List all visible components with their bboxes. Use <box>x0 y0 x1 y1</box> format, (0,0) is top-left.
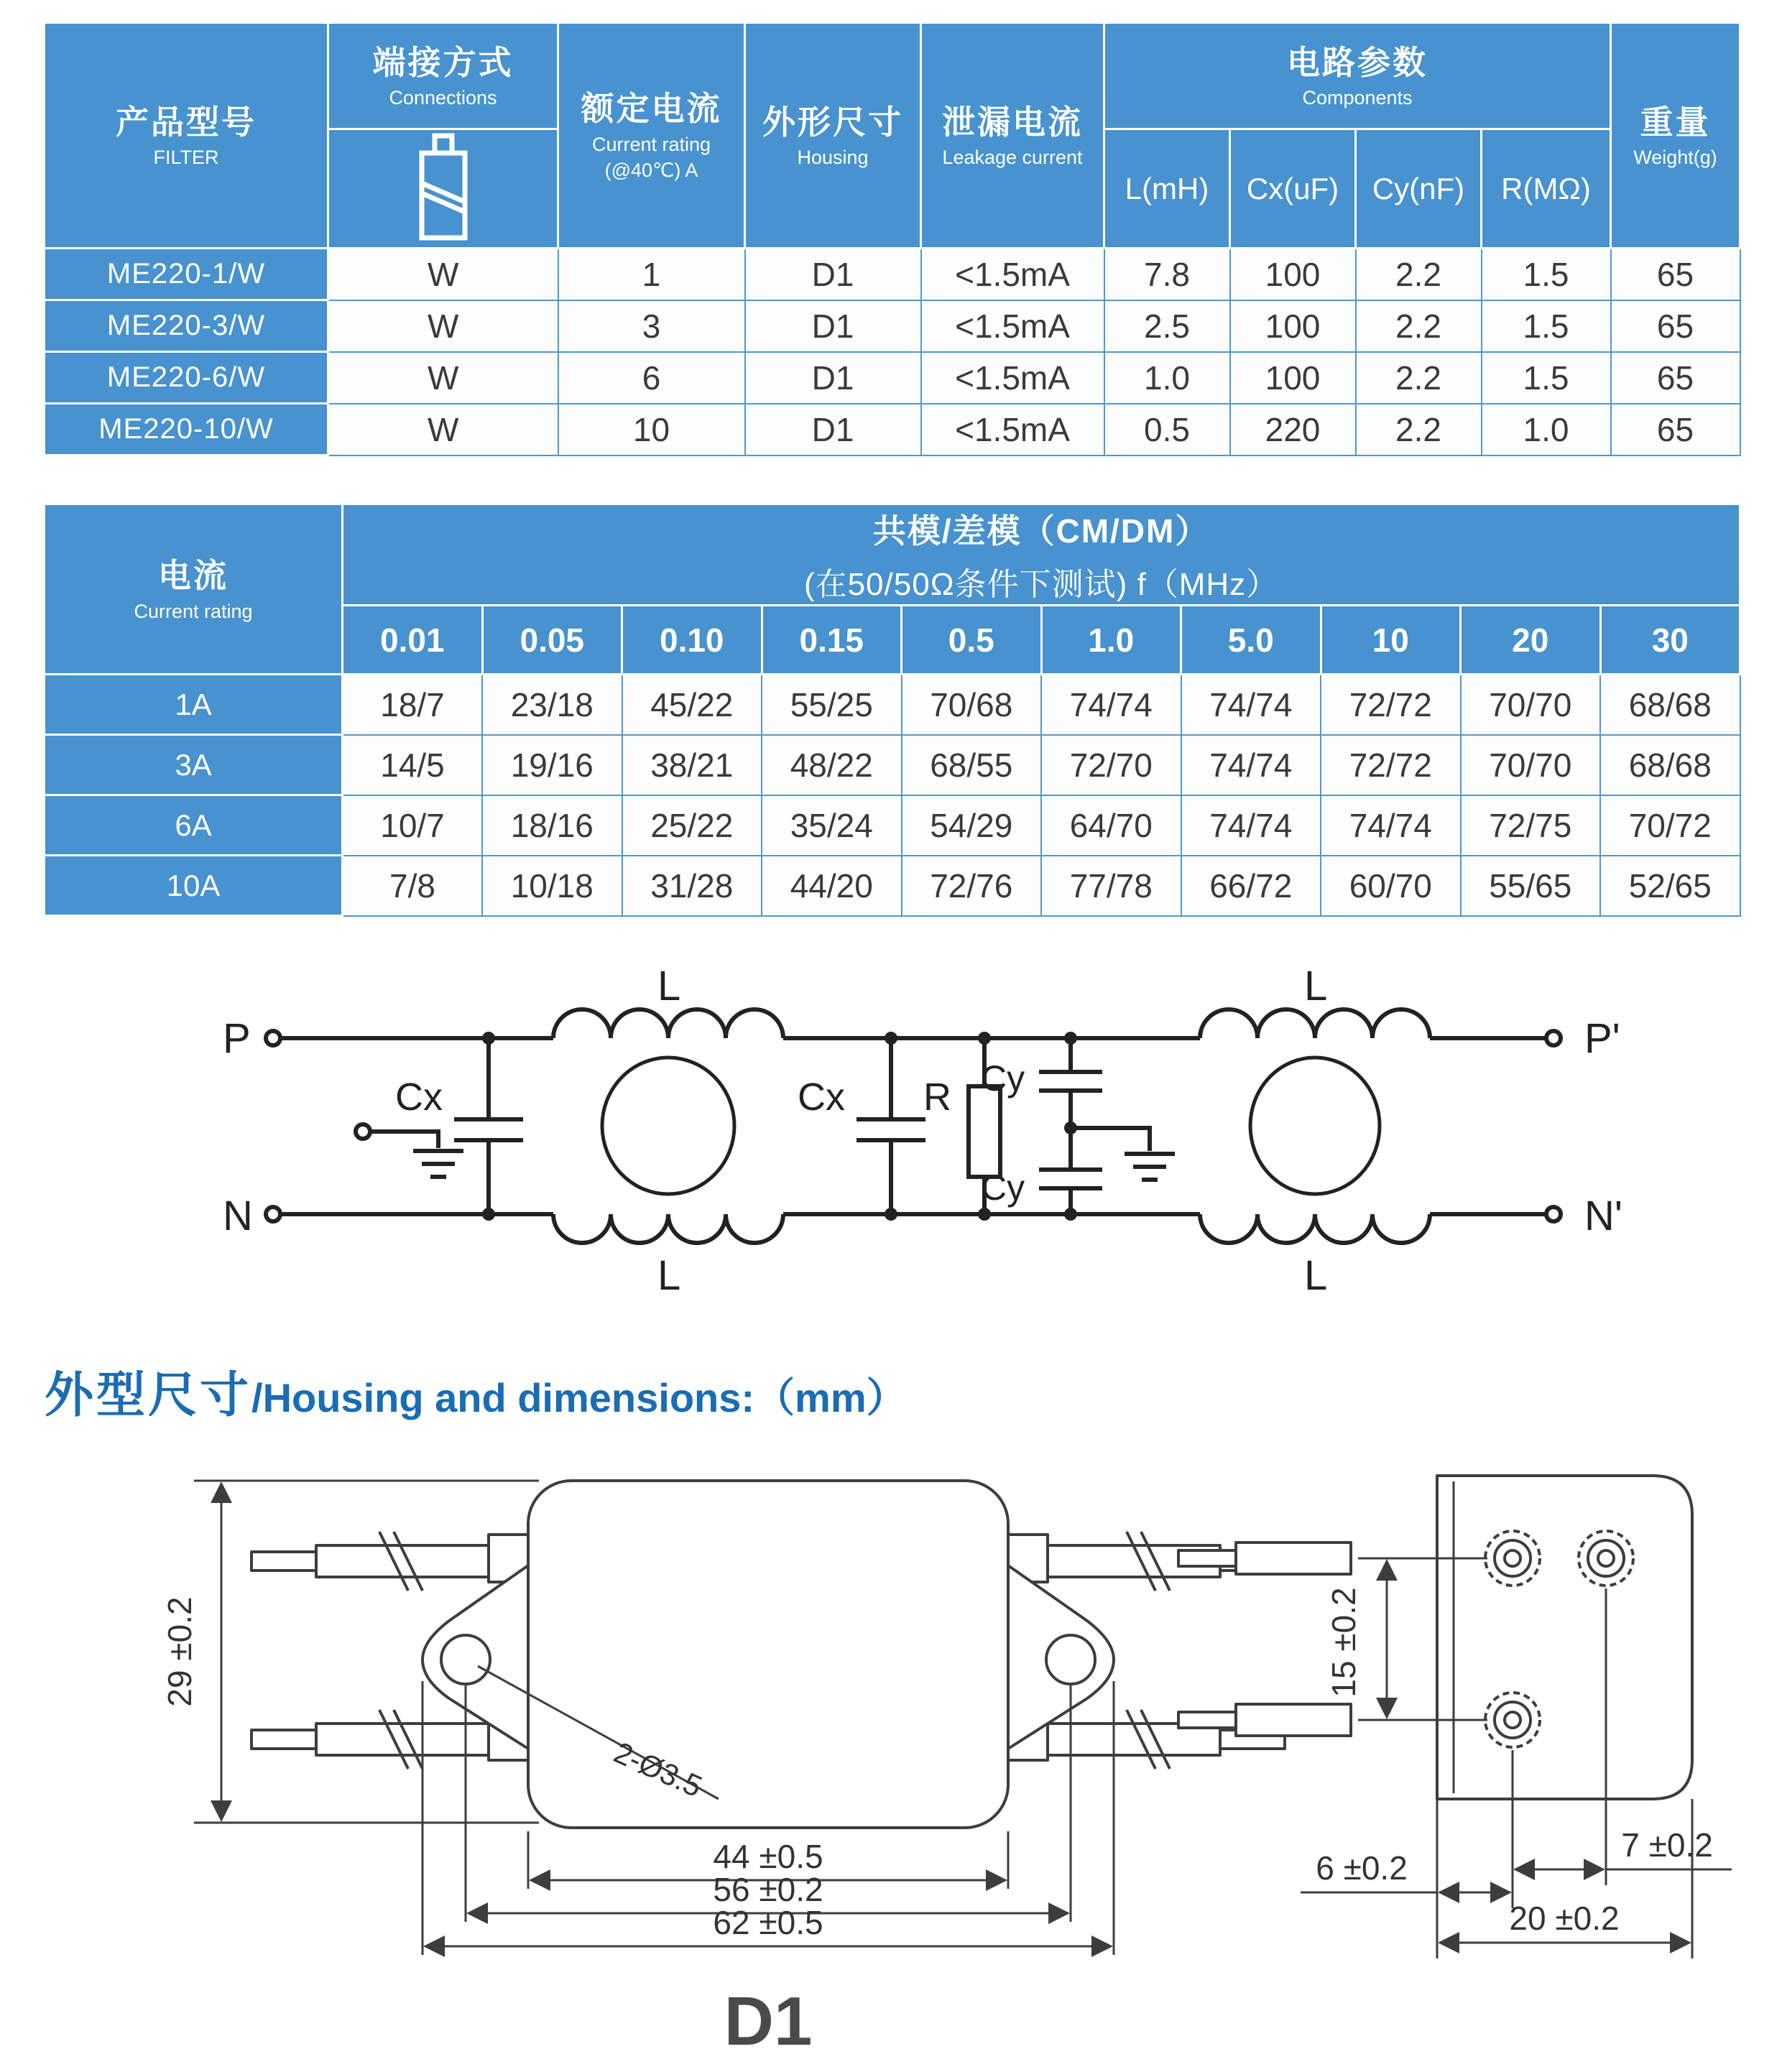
col-header-housing-zh: 外形尺寸 <box>762 103 903 141</box>
l-cell: 1.0 <box>1104 352 1230 404</box>
r-cell: 1.5 <box>1482 300 1611 352</box>
loss-row-label: 6A <box>45 795 343 856</box>
col-header-connections-en: Connections <box>389 87 497 109</box>
sub-header-cx: Cx(uF) <box>1230 129 1356 249</box>
connection-cell: W <box>328 249 558 300</box>
loss-value: 77/78 <box>1041 856 1181 916</box>
weight-cell: 65 <box>1611 249 1740 300</box>
spec-table <box>43 22 1741 456</box>
loss-value: 18/16 <box>482 795 622 856</box>
sub-header-r: R(MΩ) <box>1482 129 1611 249</box>
housing-cell: D1 <box>745 300 921 352</box>
r-cell: 1.5 <box>1482 352 1611 404</box>
p-terminal <box>266 1031 280 1045</box>
r-label: R <box>923 1076 951 1119</box>
sub-header-l: L(mH) <box>1104 129 1230 249</box>
loss-value: 68/68 <box>1600 735 1740 795</box>
loss-value: 74/74 <box>1181 795 1321 856</box>
col-header-weight-en: Weight(g) <box>1633 147 1717 169</box>
table-row <box>45 300 1740 352</box>
loss-value: 48/22 <box>762 735 902 795</box>
col-header-current-rating-zh: 额定电流 <box>581 90 722 128</box>
col-header-weight <box>1611 23 1740 249</box>
dim-overall-width: 62 ±0.5 <box>713 1904 823 1941</box>
cy-cell: 2.2 <box>1356 404 1482 455</box>
l-label: L <box>1304 1252 1328 1299</box>
loss-value: 72/72 <box>1321 735 1461 795</box>
cy-label: Cy <box>981 1058 1025 1099</box>
loss-value: 74/74 <box>1321 795 1461 856</box>
toroid-core <box>1250 1058 1380 1194</box>
cx-label: Cx <box>395 1076 443 1119</box>
r-cell: 1.0 <box>1482 404 1611 455</box>
model-cell: ME220-3/W <box>45 300 328 352</box>
top-view-drawing <box>251 1481 1285 1828</box>
p-out-label: P' <box>1584 1015 1620 1062</box>
l-label: L <box>1304 963 1328 1009</box>
dim-side-d2: 7 ±0.2 <box>1621 1826 1713 1864</box>
cy-cell: 2.2 <box>1356 300 1482 352</box>
freq-header: 10 <box>1321 606 1461 675</box>
loss-value: 68/68 <box>1600 675 1740 735</box>
col-header-leakage <box>921 23 1104 249</box>
loss-value: 38/21 <box>622 735 762 795</box>
l-label: L <box>657 963 681 1009</box>
model-cell: ME220-1/W <box>45 249 328 300</box>
loss-value: 45/22 <box>622 675 762 735</box>
loss-value: 74/74 <box>1041 675 1181 735</box>
loss-row-label: 1A <box>45 675 343 735</box>
l-cell: 2.5 <box>1104 300 1230 352</box>
mounting-hole <box>441 1635 490 1684</box>
loss-row <box>45 735 1740 795</box>
table-row <box>45 352 1740 404</box>
side-plate <box>1437 1476 1692 1799</box>
loss-value: 68/55 <box>902 735 1042 795</box>
freq-header: 20 <box>1461 606 1601 675</box>
weight-cell: 65 <box>1611 404 1740 455</box>
loss-value: 19/16 <box>482 735 622 795</box>
cx-cell: 220 <box>1230 404 1356 455</box>
current-cell: 10 <box>558 404 745 455</box>
freq-header: 5.0 <box>1181 606 1321 675</box>
loss-value: 72/72 <box>1321 675 1461 735</box>
row-header-current-rating-en: Current rating <box>134 600 253 622</box>
housing-cell: D1 <box>745 249 921 300</box>
l-cell: 0.5 <box>1104 404 1230 455</box>
dim-side-d1: 6 ±0.2 <box>1316 1849 1408 1887</box>
connection-cell: W <box>328 352 558 404</box>
loss-value: 10/7 <box>343 795 483 856</box>
resistor <box>969 1086 1000 1177</box>
col-header-components-zh: 电路参数 <box>1287 43 1428 81</box>
inductor-coil <box>553 1214 783 1243</box>
p-label: P <box>223 1015 251 1062</box>
dimension-drawing <box>86 1425 1739 2068</box>
ground-terminal <box>356 1124 370 1139</box>
loss-value: 54/29 <box>902 795 1042 856</box>
loss-value: 74/74 <box>1181 735 1321 795</box>
l-cell: 7.8 <box>1104 249 1230 300</box>
col-header-connections <box>328 23 558 129</box>
housing-heading-zh: 外型尺寸 <box>45 1368 252 1423</box>
col-header-connections-zh: 端接方式 <box>372 43 514 81</box>
col-header-filter <box>45 23 328 249</box>
row-header-current-rating <box>45 504 343 675</box>
loss-value: 70/70 <box>1461 675 1601 735</box>
dim-body-width: 44 ±0.5 <box>713 1838 823 1875</box>
loss-value: 70/70 <box>1461 735 1601 795</box>
col-header-leakage-en: Leakage current <box>942 147 1083 169</box>
l-label: L <box>657 1252 681 1299</box>
loss-row <box>45 675 1740 735</box>
leakage-cell: <1.5mA <box>921 300 1104 352</box>
housing-section-heading <box>45 1356 907 1426</box>
loss-value: 18/7 <box>343 675 483 735</box>
inductor-coil <box>1200 1214 1430 1243</box>
loss-value: 23/18 <box>482 675 622 735</box>
wire-lead-icon <box>416 130 471 244</box>
freq-header: 0.01 <box>343 606 483 675</box>
weight-cell: 65 <box>1611 352 1740 404</box>
cx-cell: 100 <box>1230 300 1356 352</box>
model-cell: ME220-10/W <box>45 404 328 455</box>
circuit-schematic <box>201 963 1638 1300</box>
cmdm-title-cell <box>343 504 1740 606</box>
cy-ground-wire <box>1071 1128 1150 1151</box>
row-header-current-rating-zh: 电流 <box>158 557 228 595</box>
dim-side-height: 15 ±0.2 <box>1325 1587 1362 1698</box>
col-header-housing-en: Housing <box>797 147 869 169</box>
freq-header: 0.5 <box>902 606 1042 675</box>
current-cell: 3 <box>558 300 745 352</box>
loss-row-label: 10A <box>45 856 343 916</box>
inductor-coil <box>1200 1009 1430 1038</box>
dim-holes: 2-Ø3.5 <box>609 1735 708 1804</box>
connection-cell: W <box>328 300 558 352</box>
loss-value: 10/18 <box>482 856 622 916</box>
r-cell: 1.5 <box>1482 249 1611 300</box>
dim-side-width: 20 ±0.2 <box>1509 1900 1620 1937</box>
connections-icon-cell <box>328 129 558 249</box>
housing-heading-en: /Housing and dimensions:（mm） <box>251 1375 907 1420</box>
insertion-loss-table <box>43 503 1741 917</box>
loss-value: 74/74 <box>1181 675 1321 735</box>
loss-value: 7/8 <box>343 856 483 916</box>
loss-row-label: 3A <box>45 735 343 795</box>
loss-row <box>45 795 1740 856</box>
col-header-housing <box>745 23 921 249</box>
cmdm-title-line2: (在50/50Ω条件下测试) f（MHz） <box>803 567 1279 602</box>
loss-value: 31/28 <box>622 856 762 916</box>
dim-height: 29 ±0.2 <box>161 1596 198 1707</box>
freq-header: 0.05 <box>482 606 622 675</box>
p-out-terminal <box>1546 1031 1561 1045</box>
ground-wire <box>370 1132 438 1148</box>
cx-label: Cx <box>798 1076 845 1119</box>
col-header-filter-zh: 产品型号 <box>116 103 257 141</box>
weight-cell: 65 <box>1611 300 1740 352</box>
loss-value: 72/76 <box>902 856 1042 916</box>
loss-value: 55/65 <box>1461 856 1601 916</box>
cx-cell: 100 <box>1230 352 1356 404</box>
table-row <box>45 404 1740 455</box>
loss-value: 44/20 <box>762 856 902 916</box>
freq-header: 0.15 <box>762 606 902 675</box>
col-header-current-rating-en: Current rating <box>591 133 711 155</box>
loss-value: 70/72 <box>1600 795 1740 856</box>
n-label: N <box>223 1193 253 1239</box>
sub-header-cy: Cy(nF) <box>1356 129 1482 249</box>
filter-body <box>528 1481 1008 1828</box>
loss-value: 60/70 <box>1321 856 1461 916</box>
n-out-terminal <box>1546 1207 1561 1221</box>
side-view-drawing <box>1178 1476 1692 1799</box>
loss-value: 55/25 <box>762 675 902 735</box>
current-cell: 6 <box>558 352 745 404</box>
freq-header: 0.10 <box>622 606 762 675</box>
freq-header: 1.0 <box>1041 606 1181 675</box>
loss-value: 64/70 <box>1041 795 1181 856</box>
connection-cell: W <box>328 404 558 455</box>
col-header-leakage-zh: 泄漏电流 <box>942 103 1083 141</box>
freq-header: 30 <box>1600 606 1740 675</box>
col-header-components-en: Components <box>1302 87 1413 109</box>
loss-row <box>45 856 1740 916</box>
col-header-current-rating <box>558 23 745 249</box>
loss-value: 14/5 <box>343 735 483 795</box>
col-header-current-rating-en2: (@40℃) A <box>604 159 698 182</box>
current-cell: 1 <box>558 249 745 300</box>
inductor-coil <box>553 1009 783 1038</box>
loss-value: 72/75 <box>1461 795 1601 856</box>
housing-cell: D1 <box>745 404 921 455</box>
col-header-weight-zh: 重量 <box>1640 103 1711 141</box>
loss-value: 70/68 <box>902 675 1042 735</box>
model-cell: ME220-6/W <box>45 352 328 404</box>
cmdm-title-line1: 共模/差模（CM/DM） <box>872 512 1210 550</box>
n-out-label: N' <box>1584 1193 1622 1239</box>
cy-cell: 2.2 <box>1356 352 1482 404</box>
leakage-cell: <1.5mA <box>921 404 1104 455</box>
leakage-cell: <1.5mA <box>921 249 1104 300</box>
cy-cell: 2.2 <box>1356 249 1482 300</box>
col-header-filter-en: FILTER <box>153 147 219 169</box>
loss-value: 25/22 <box>622 795 762 856</box>
col-header-components <box>1104 23 1611 129</box>
loss-value: 66/72 <box>1181 856 1321 916</box>
housing-type-label: D1 <box>724 1983 813 2060</box>
loss-value: 72/70 <box>1041 735 1181 795</box>
table-row <box>45 249 1740 300</box>
loss-value: 52/65 <box>1600 856 1740 916</box>
loss-value: 35/24 <box>762 795 902 856</box>
cx-cell: 100 <box>1230 249 1356 300</box>
housing-cell: D1 <box>745 352 921 404</box>
cy-label: Cy <box>981 1167 1025 1208</box>
mounting-hole <box>1046 1635 1095 1684</box>
dim-hole-pitch: 56 ±0.2 <box>713 1871 823 1908</box>
toroid-core <box>602 1058 734 1194</box>
leakage-cell: <1.5mA <box>921 352 1104 404</box>
n-terminal <box>266 1207 280 1221</box>
